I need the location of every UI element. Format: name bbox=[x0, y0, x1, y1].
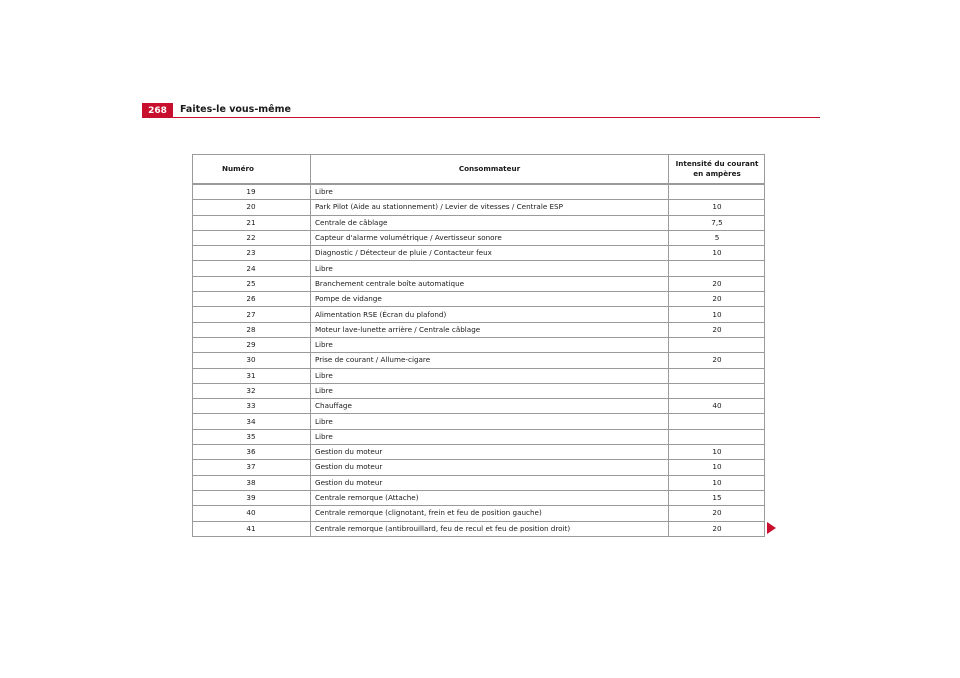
row-consumer: Chauffage bbox=[311, 399, 669, 414]
table-row bbox=[192, 383, 765, 398]
row-number: 21 bbox=[192, 215, 311, 230]
row-number: 41 bbox=[192, 521, 311, 536]
table-row bbox=[192, 307, 765, 322]
fuse-table bbox=[192, 154, 765, 537]
page-number: 268 bbox=[142, 103, 173, 118]
row-consumer: Centrale remorque (Attache) bbox=[311, 490, 669, 505]
row-amperage: 20 bbox=[669, 276, 766, 291]
row-consumer: Libre bbox=[311, 383, 669, 398]
table-row bbox=[192, 276, 765, 291]
row-consumer: Libre bbox=[311, 261, 669, 276]
row-number: 22 bbox=[192, 230, 311, 245]
table-body bbox=[192, 184, 765, 536]
header-number: Numéro bbox=[192, 154, 311, 184]
row-amperage: 10 bbox=[669, 445, 766, 460]
row-amperage: 20 bbox=[669, 353, 766, 368]
table-row bbox=[192, 337, 765, 352]
row-number: 39 bbox=[192, 490, 311, 505]
row-number: 31 bbox=[192, 368, 311, 383]
row-amperage: 20 bbox=[669, 322, 766, 337]
table-row bbox=[192, 506, 765, 521]
table-row bbox=[192, 200, 765, 215]
header-amperage: Intensité du courant en ampères bbox=[669, 154, 766, 184]
row-consumer: Alimentation RSE (Écran du plafond) bbox=[311, 307, 669, 322]
table-row bbox=[192, 414, 765, 429]
table-row bbox=[192, 292, 765, 307]
row-consumer: Capteur d'alarme volumétrique / Avertisseur sonore bbox=[311, 230, 669, 245]
table-header-row bbox=[192, 154, 765, 184]
row-amperage: 10 bbox=[669, 246, 766, 261]
row-amperage: 7,5 bbox=[669, 215, 766, 230]
row-amperage bbox=[669, 184, 766, 200]
header-consumer: Consommateur bbox=[311, 154, 669, 184]
table-row bbox=[192, 368, 765, 383]
row-amperage: 10 bbox=[669, 475, 766, 490]
row-number: 23 bbox=[192, 246, 311, 261]
table-row bbox=[192, 261, 765, 276]
table-row bbox=[192, 246, 765, 261]
row-consumer: Prise de courant / Allume-cigare bbox=[311, 353, 669, 368]
row-number: 32 bbox=[192, 383, 311, 398]
row-consumer: Diagnostic / Détecteur de pluie / Contacteur feux bbox=[311, 246, 669, 261]
row-consumer: Moteur lave-lunette arrière / Centrale câblage bbox=[311, 322, 669, 337]
row-amperage: 10 bbox=[669, 200, 766, 215]
table-row bbox=[192, 429, 765, 444]
row-number: 30 bbox=[192, 353, 311, 368]
row-amperage: 15 bbox=[669, 490, 766, 505]
table-row bbox=[192, 322, 765, 337]
row-consumer: Gestion du moteur bbox=[311, 460, 669, 475]
next-page-triangle-icon[interactable] bbox=[767, 522, 776, 534]
row-consumer: Libre bbox=[311, 368, 669, 383]
row-consumer: Centrale remorque (clignotant, frein et feu de position gauche) bbox=[311, 506, 669, 521]
row-number: 38 bbox=[192, 475, 311, 490]
table-row bbox=[192, 445, 765, 460]
table-row bbox=[192, 521, 765, 536]
row-number: 35 bbox=[192, 429, 311, 444]
row-consumer: Gestion du moteur bbox=[311, 445, 669, 460]
row-amperage: 40 bbox=[669, 399, 766, 414]
row-consumer: Park Pilot (Aide au stationnement) / Levier de vitesses / Centrale ESP bbox=[311, 200, 669, 215]
row-amperage: 20 bbox=[669, 521, 766, 536]
row-consumer: Libre bbox=[311, 337, 669, 352]
row-consumer: Libre bbox=[311, 414, 669, 429]
row-number: 37 bbox=[192, 460, 311, 475]
row-consumer: Branchement centrale boîte automatique bbox=[311, 276, 669, 291]
table-row bbox=[192, 184, 765, 200]
table-row bbox=[192, 460, 765, 475]
row-number: 36 bbox=[192, 445, 311, 460]
row-consumer: Centrale remorque (antibrouillard, feu de recul et feu de position droit) bbox=[311, 521, 669, 536]
row-consumer: Gestion du moteur bbox=[311, 475, 669, 490]
table-row bbox=[192, 475, 765, 490]
row-amperage bbox=[669, 414, 766, 429]
table-row bbox=[192, 353, 765, 368]
section-title: Faites-le vous-même bbox=[180, 104, 291, 115]
row-number: 26 bbox=[192, 292, 311, 307]
row-amperage: 20 bbox=[669, 506, 766, 521]
row-consumer: Libre bbox=[311, 429, 669, 444]
row-number: 28 bbox=[192, 322, 311, 337]
row-amperage bbox=[669, 429, 766, 444]
row-number: 29 bbox=[192, 337, 311, 352]
row-consumer: Pompe de vidange bbox=[311, 292, 669, 307]
table-row bbox=[192, 399, 765, 414]
row-number: 19 bbox=[192, 184, 311, 200]
row-number: 24 bbox=[192, 261, 311, 276]
row-amperage bbox=[669, 368, 766, 383]
row-consumer: Centrale de câblage bbox=[311, 215, 669, 230]
row-amperage: 10 bbox=[669, 460, 766, 475]
header-rule bbox=[142, 117, 820, 118]
row-number: 20 bbox=[192, 200, 311, 215]
table-row bbox=[192, 215, 765, 230]
row-consumer: Libre bbox=[311, 184, 669, 200]
row-number: 25 bbox=[192, 276, 311, 291]
table-row bbox=[192, 230, 765, 245]
table-row bbox=[192, 490, 765, 505]
row-amperage bbox=[669, 337, 766, 352]
row-amperage: 20 bbox=[669, 292, 766, 307]
row-amperage bbox=[669, 383, 766, 398]
row-amperage bbox=[669, 261, 766, 276]
row-amperage: 10 bbox=[669, 307, 766, 322]
row-number: 27 bbox=[192, 307, 311, 322]
row-number: 40 bbox=[192, 506, 311, 521]
row-amperage: 5 bbox=[669, 230, 766, 245]
row-number: 33 bbox=[192, 399, 311, 414]
row-number: 34 bbox=[192, 414, 311, 429]
